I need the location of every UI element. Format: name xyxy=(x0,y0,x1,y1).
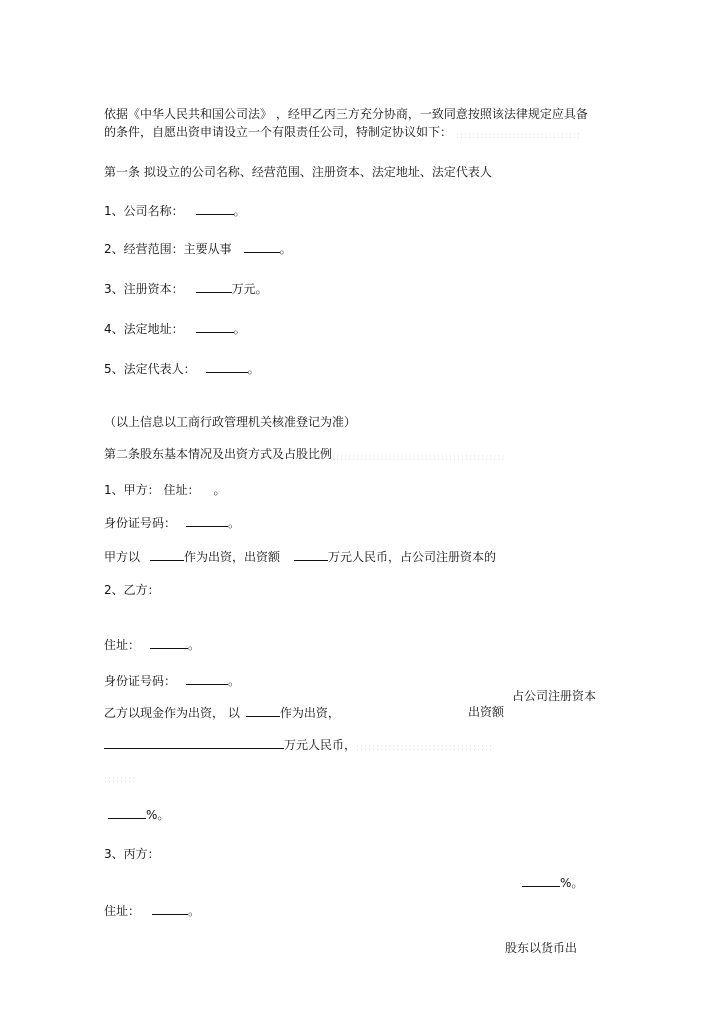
party-b-id-label: 身份证号码： xyxy=(104,674,177,688)
party-b-address-label: 住址： xyxy=(104,638,141,652)
party-b-heading: 2、乙方： xyxy=(104,583,160,597)
faint-watermark-3: :::::::::::::::::::::::::::::::::: xyxy=(356,743,494,753)
company-name-blank xyxy=(196,202,234,215)
party-c-percent-blank xyxy=(522,874,560,887)
party-b-rmb-line xyxy=(104,736,356,753)
party-a-amount-blank xyxy=(294,548,328,561)
party-b-percent-blank xyxy=(108,806,146,819)
party-a-heading: 1、甲方： 住址： xyxy=(104,483,194,497)
party-c-percent-line xyxy=(522,874,583,891)
party-a-capital-part-1: 甲方以 xyxy=(104,550,141,564)
party-b-address-line xyxy=(104,636,200,653)
party-b-share-label: 占公司注册资本 xyxy=(512,689,597,703)
party-b-id-blank xyxy=(186,672,228,685)
party-b-id-line xyxy=(104,672,240,689)
party-c-percent-suffix: %。 xyxy=(560,876,584,890)
party-c-address-line xyxy=(104,902,200,919)
party-a-id-line xyxy=(104,514,240,531)
party-a-id-blank xyxy=(186,514,228,527)
party-a-capital-part-3: 万元人民币，占公司注册资本的 xyxy=(328,550,497,564)
party-c-address-suffix: 。 xyxy=(188,904,201,918)
party-a-heading-suffix: 。 xyxy=(213,483,226,497)
legal-representative-line xyxy=(104,360,260,377)
party-b-rmb-suffix: 万元人民币， xyxy=(284,738,357,752)
party-c-address-blank xyxy=(152,902,188,915)
party-b-amount-label: 出资额 xyxy=(468,705,505,719)
party-a-id-label: 身份证号码： xyxy=(104,516,177,530)
company-name-suffix: 。 xyxy=(233,204,246,218)
registered-capital-blank xyxy=(196,280,232,293)
party-a-capital-line xyxy=(104,548,496,565)
party-b-percent-suffix: %。 xyxy=(146,808,170,822)
party-b-cash-part-1: 乙方以现金作为出资， 以 xyxy=(104,706,240,720)
party-b-address-blank xyxy=(150,636,188,649)
preamble-line-1: 依据《中华人民共和国公司法》 ，经甲乙丙三方充分协商，一致同意按照该法律规定应具备 xyxy=(104,107,588,121)
party-b-amount-blank xyxy=(104,736,284,749)
registered-capital-label: 3、注册资本： xyxy=(104,282,184,296)
article-1-title: 第一条 拟设立的公司名称、经营范围、注册资本、法定地址、法定代表人 xyxy=(104,165,492,179)
business-scope-line xyxy=(104,240,292,257)
faint-watermark-2: ::::::::::::::::::::::::::::::::::::::::::: xyxy=(332,453,506,463)
party-a-contribution-blank xyxy=(150,548,184,561)
legal-address-suffix: 。 xyxy=(233,322,246,336)
company-name-line xyxy=(104,202,246,219)
legal-representative-suffix: 。 xyxy=(247,362,260,376)
business-scope-label: 2、经营范围：主要从事 xyxy=(104,242,232,256)
legal-address-label: 4、法定地址： xyxy=(104,322,184,336)
party-b-contribution-blank xyxy=(246,704,280,717)
preamble-line-2: 的条件，自愿出资申请设立一个有限责任公司，特制定协议如下： xyxy=(104,125,453,139)
faint-watermark-4: :::::::: xyxy=(104,775,137,785)
party-b-id-suffix: 。 xyxy=(228,674,241,688)
legal-address-line xyxy=(104,320,246,337)
currency-note: 股东以货币出 xyxy=(505,941,578,955)
business-scope-blank xyxy=(244,240,280,253)
legal-representative-blank xyxy=(206,360,248,373)
party-a-id-suffix: 。 xyxy=(228,516,241,530)
party-b-cash-line xyxy=(104,704,340,721)
faint-watermark-1: ::::::::::::::::::::::::::::::: xyxy=(456,131,581,141)
registered-capital-line xyxy=(104,280,268,297)
party-c-heading: 3、丙方： xyxy=(104,847,160,861)
legal-address-blank xyxy=(196,320,234,333)
registration-note: （以上信息以工商行政管理机关核准登记为准） xyxy=(104,415,357,429)
party-a-heading-line xyxy=(104,482,225,498)
party-c-address-label: 住址： xyxy=(104,904,141,918)
party-b-percent-line xyxy=(108,806,169,823)
legal-representative-label: 5、法定代表人： xyxy=(104,362,196,376)
business-scope-suffix: 。 xyxy=(279,242,292,256)
registered-capital-suffix: 万元。 xyxy=(231,282,268,296)
article-2-title: 第二条股东基本情况及出资方式及占股比例 xyxy=(104,447,333,461)
party-b-address-suffix: 。 xyxy=(188,638,201,652)
company-name-label: 1、公司名称： xyxy=(104,204,184,218)
party-b-cash-part-2: 作为出资， xyxy=(279,706,340,720)
party-a-capital-part-2: 作为出资，出资额 xyxy=(184,550,281,564)
